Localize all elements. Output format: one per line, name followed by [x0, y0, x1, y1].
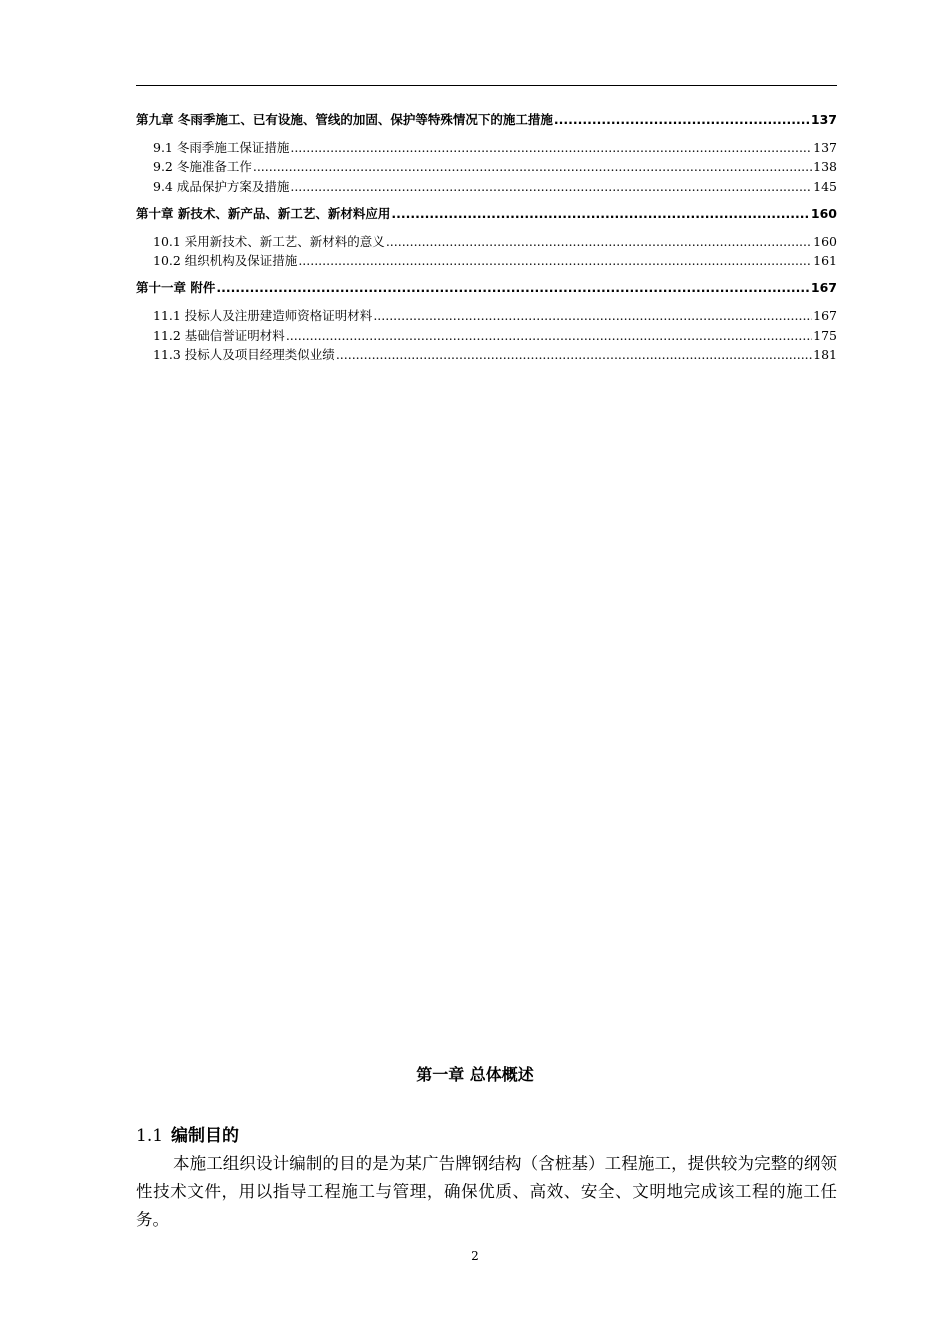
- table-of-contents: [136, 110, 837, 364]
- toc-section-entry[interactable]: [136, 251, 837, 270]
- toc-leader-dots: [290, 177, 812, 196]
- toc-entry-title: 10.1 采用新技术、新工艺、新材料的意义: [153, 233, 385, 249]
- toc-entry-page: 181: [813, 347, 837, 363]
- toc-leader-dots: [386, 232, 812, 251]
- toc-leader-dots: [253, 157, 812, 176]
- section-title: 编制目的: [171, 1126, 240, 1146]
- toc-section-entry[interactable]: [136, 326, 837, 345]
- toc-entry-page: 175: [813, 327, 837, 343]
- toc-entry-page: 137: [810, 112, 837, 127]
- toc-entry-page: 167: [810, 280, 837, 296]
- toc-entry-page: 167: [813, 308, 837, 324]
- toc-section-entry[interactable]: [136, 177, 837, 196]
- body-paragraph: 本施工组织设计编制的目的是为某广告牌钢结构（含桩基）工程施工，提供较为完整的纲领性技术文件，用以指导工程施工与管理，确保优质、高效、安全、文明地完成该工程的施工任务。: [136, 1154, 837, 1229]
- toc-entry-page: 160: [813, 233, 837, 249]
- toc-leader-dots: [554, 110, 810, 130]
- toc-chapter-entry[interactable]: [136, 110, 837, 130]
- toc-entry-page: 137: [813, 140, 837, 155]
- toc-section-entry[interactable]: [136, 345, 837, 364]
- toc-entry-title: 9.1 冬雨季施工保证措施: [153, 140, 290, 155]
- toc-section-entry[interactable]: [136, 232, 837, 251]
- page-number: 2: [471, 1249, 479, 1263]
- toc-section-entry[interactable]: [136, 157, 837, 176]
- header-rule: [136, 85, 837, 86]
- toc-entry-title: 11.1 投标人及注册建造师资格证明材料: [153, 308, 373, 324]
- toc-chapter-entry[interactable]: [136, 204, 837, 224]
- section-heading: [136, 1121, 239, 1146]
- toc-entry-title: 11.3 投标人及项目经理类似业绩: [153, 347, 335, 363]
- toc-chapter-entry[interactable]: [136, 278, 837, 298]
- toc-section-entry[interactable]: [136, 306, 837, 325]
- toc-leader-dots: [391, 204, 810, 224]
- toc-entry-page: 145: [813, 178, 837, 194]
- toc-entry-title: 10.2 组织机构及保证措施: [153, 253, 298, 269]
- toc-entry-title: 9.2 冬施准备工作: [153, 159, 252, 175]
- toc-entry-title: 第十一章 附件: [136, 280, 216, 296]
- toc-leader-dots: [373, 306, 812, 325]
- toc-entry-title: 11.2 基础信誉证明材料: [153, 327, 285, 343]
- toc-leader-dots: [216, 278, 810, 298]
- toc-leader-dots: [336, 345, 812, 364]
- toc-entry-title: 第九章 冬雨季施工、已有设施、管线的加固、保护等特殊情况下的施工措施: [136, 112, 553, 127]
- toc-leader-dots: [298, 251, 812, 270]
- chapter-title: 第一章 总体概述: [416, 1065, 534, 1084]
- toc-entry-title: 9.4 成品保护方案及措施: [153, 178, 290, 194]
- toc-entry-title: 第十章 新技术、新产品、新工艺、新材料应用: [136, 205, 391, 221]
- toc-section-entry[interactable]: [136, 138, 837, 157]
- toc-leader-dots: [286, 326, 812, 345]
- section-number: 1.1: [136, 1126, 164, 1146]
- toc-entry-page: 161: [813, 253, 837, 269]
- toc-entry-page: 160: [810, 205, 837, 221]
- toc-leader-dots: [290, 138, 812, 157]
- toc-entry-page: 138: [813, 159, 837, 175]
